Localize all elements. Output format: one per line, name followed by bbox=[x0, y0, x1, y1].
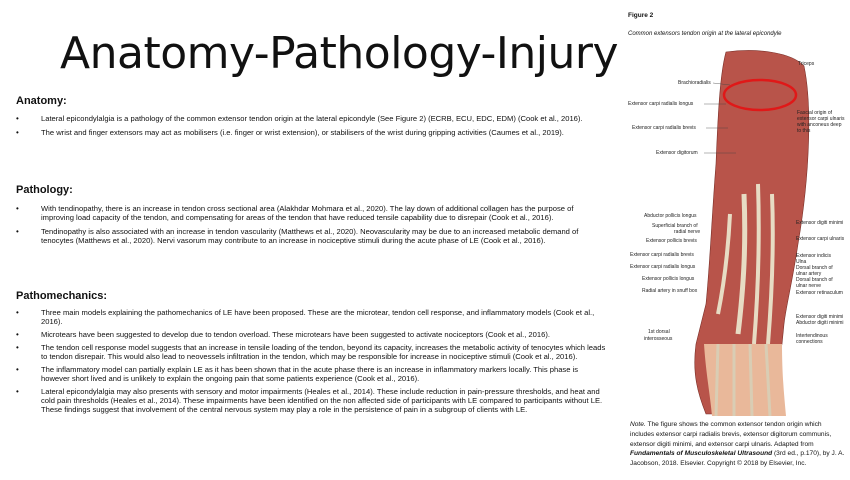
figure-label: Figure 2 bbox=[628, 12, 654, 19]
figure-label-intertendinous-2: connections bbox=[796, 339, 823, 345]
caption-note-label: Note. bbox=[630, 421, 646, 428]
figure-label-dorsal-ulnar-2: ulnar artery bbox=[796, 271, 822, 277]
list-item: • Microtears have been suggested to develop due to tendon overload. These microtears have been suggested to activate nociceptors (Cook et al., 2016). bbox=[16, 330, 608, 339]
caption-book-title: Fundamentals of Musculoskeletal Ultrasound bbox=[630, 450, 773, 458]
figure-label-fascial-2: extensor carpi ulnaris bbox=[797, 116, 845, 122]
forearm-anatomy-figure bbox=[626, 44, 850, 416]
list-item: • Lateral epicondylalgia is a pathology of the common extensor tendon origin at the lateral epicondyle (See Figure 2) (ECRB, ECU, EDC, EDM) (Cook et al., 2016). bbox=[16, 114, 608, 123]
list-item: • The inflammatory model can partially explain LE as it has been shown that in the acute phase there is an increase in inflammatory markers locally. This phase is however short lived and is unlikely to explain the ongoing pain that some patients experience (Cook et al., 2016). bbox=[16, 365, 608, 383]
caption-text: The figure shows the common extensor tendon origin which includes extensor carpi radialis brevis, extensor digitorum communis, extensor digiti minimi, and extensor carpi ulnaris. Adapted from bbox=[630, 421, 832, 448]
pathology-heading: Pathology: bbox=[16, 184, 73, 196]
pathomechanics-heading: Pathomechanics: bbox=[16, 290, 108, 302]
figure-label-dorsal-1: 1st dorsal bbox=[648, 329, 670, 335]
figure-label-ecrl: Extensor carpi radialis longus bbox=[628, 101, 694, 107]
figure-label-ei: Extensor indicis bbox=[796, 253, 832, 259]
figure-subtitle: Common extensors tendon origin at the lateral epicondyle bbox=[628, 31, 782, 37]
figure-label-ecrl2: Extensor carpi radialis longus bbox=[630, 264, 696, 270]
list-item: • Tendinopathy is also associated with an increase in tendon vascularity (Matthews et al., 2020). Neovascularity may be due to an increased metabolic demand of tenocytes (Matthews et al., 2020). Nervi vasorum may contribute to an increase in nociceptive stimuli during the acute phase of LE (Cook et al., 2016). bbox=[16, 227, 608, 245]
figure-label-apl: Abductor pollicis longus bbox=[644, 213, 697, 219]
anatomy-heading: Anatomy: bbox=[16, 95, 67, 107]
anatomy-list bbox=[16, 114, 608, 137]
figure-label-dorsal-ulnar-4: ulnar nerve bbox=[796, 283, 822, 289]
figure-label-ecu: Extensor carpi ulnaris bbox=[796, 236, 845, 242]
figure-label-triceps: Triceps bbox=[798, 61, 815, 67]
pathomechanics-list bbox=[16, 308, 608, 414]
figure-label-ecrb: Extensor carpi radialis brevis bbox=[632, 125, 696, 131]
list-item: • The wrist and finger extensors may act as mobilisers (i.e. finger or wrist extension), or stabilisers of the wrist during gripping activities (Caumes et al., 2019). bbox=[16, 128, 608, 137]
figure-label-adm: Abductor digiti minimi bbox=[796, 320, 844, 326]
figure-label-ecrb2: Extensor carpi radialis brevis bbox=[630, 252, 694, 258]
list-item: • Three main models explaining the pathomechanics of LE have been proposed. These are the microtear, tendon cell response, and inflammatory models (Cook et al., 2016). bbox=[16, 308, 608, 326]
pathology-list bbox=[16, 204, 608, 245]
figure-label-ulna: Ulna bbox=[796, 259, 807, 265]
figure-label-edm: Extensor digiti minimi bbox=[796, 220, 844, 226]
list-item: • The tendon cell response model suggests that an increase in tensile loading of the tendon, beyond its capacity, increases the metabolic activity of tenocytes which leads to tendon disrepair. This would also lead to neovessels infiltration in the tendon, which may be responsible for increase in nociceptive stimuli (Cook et al., 2016). bbox=[16, 343, 608, 361]
figure-label-radial-artery: Radial artery in snuff box bbox=[642, 288, 698, 294]
figure-label-brachioradialis: Brachioradialis bbox=[678, 80, 711, 86]
pathology-section bbox=[16, 184, 608, 245]
figure-label-dorsal-2: interosseous bbox=[644, 336, 673, 342]
figure-label-dorsal-ulnar-3: Dorsal branch of bbox=[796, 277, 833, 283]
figure-label-epb: Extensor pollicis brevis bbox=[646, 238, 697, 244]
caption-citation: (3rd ed., p.170), by J. A. Jacobson, 2018. Elsevier. Copyright © 2018 by Elsevier, Inc. bbox=[630, 450, 845, 468]
figure-label-fascial-4: to this bbox=[797, 128, 811, 134]
list-item: • Lateral epicondylalgia may also presents with sensory and motor impairments (Heales et al., 2014). These include reduction in pain-pressure thresholds, and heat and cold pain thresholds (Heales et al., 2014). These impairments have been identified on the non affected side of participants with LE compared to participants without LE. These findings suggest that involvement of the central nervous system may play a role in the persistence of pain in a subgroup of clients with LE. bbox=[16, 387, 608, 414]
figure-label-intertendinous-1: Intertendinous bbox=[796, 333, 828, 339]
forearm-illustration bbox=[626, 44, 850, 416]
figure-label-edm2: Extensor digiti minimi bbox=[796, 314, 844, 320]
anatomy-section bbox=[16, 95, 608, 137]
figure-label-retinaculum: Extensor retinaculum bbox=[796, 290, 843, 296]
figure-label-ed: Extensor digitorum bbox=[656, 150, 698, 156]
list-item: • With tendinopathy, there is an increase in tendon cross sectional area (Alakhdar Mohmara et al., 2020). The lay down of additional collagen has the purpose of improving load capacity of the tendon, and compensating for areas of the tendon that have reduced tensile capability due to disrepair (Cook et al., 2016). bbox=[16, 204, 608, 222]
figure-label-fascial-3: with anconeus deep bbox=[797, 122, 842, 128]
figure-label-superficial-2: radial nerve bbox=[674, 229, 701, 235]
figure-caption bbox=[630, 420, 845, 469]
pathomechanics-section bbox=[16, 290, 608, 414]
figure-label-dorsal-ulnar-1: Dorsal branch of bbox=[796, 265, 833, 271]
page-title: Anatomy-Pathology-Injury bbox=[60, 28, 619, 79]
figure-label-fascial-1: Fascial origin of bbox=[797, 110, 833, 116]
figure-label-epl: Extensor pollicis longus bbox=[642, 276, 695, 282]
figure-label-superficial-1: Superficial branch of bbox=[652, 223, 698, 229]
